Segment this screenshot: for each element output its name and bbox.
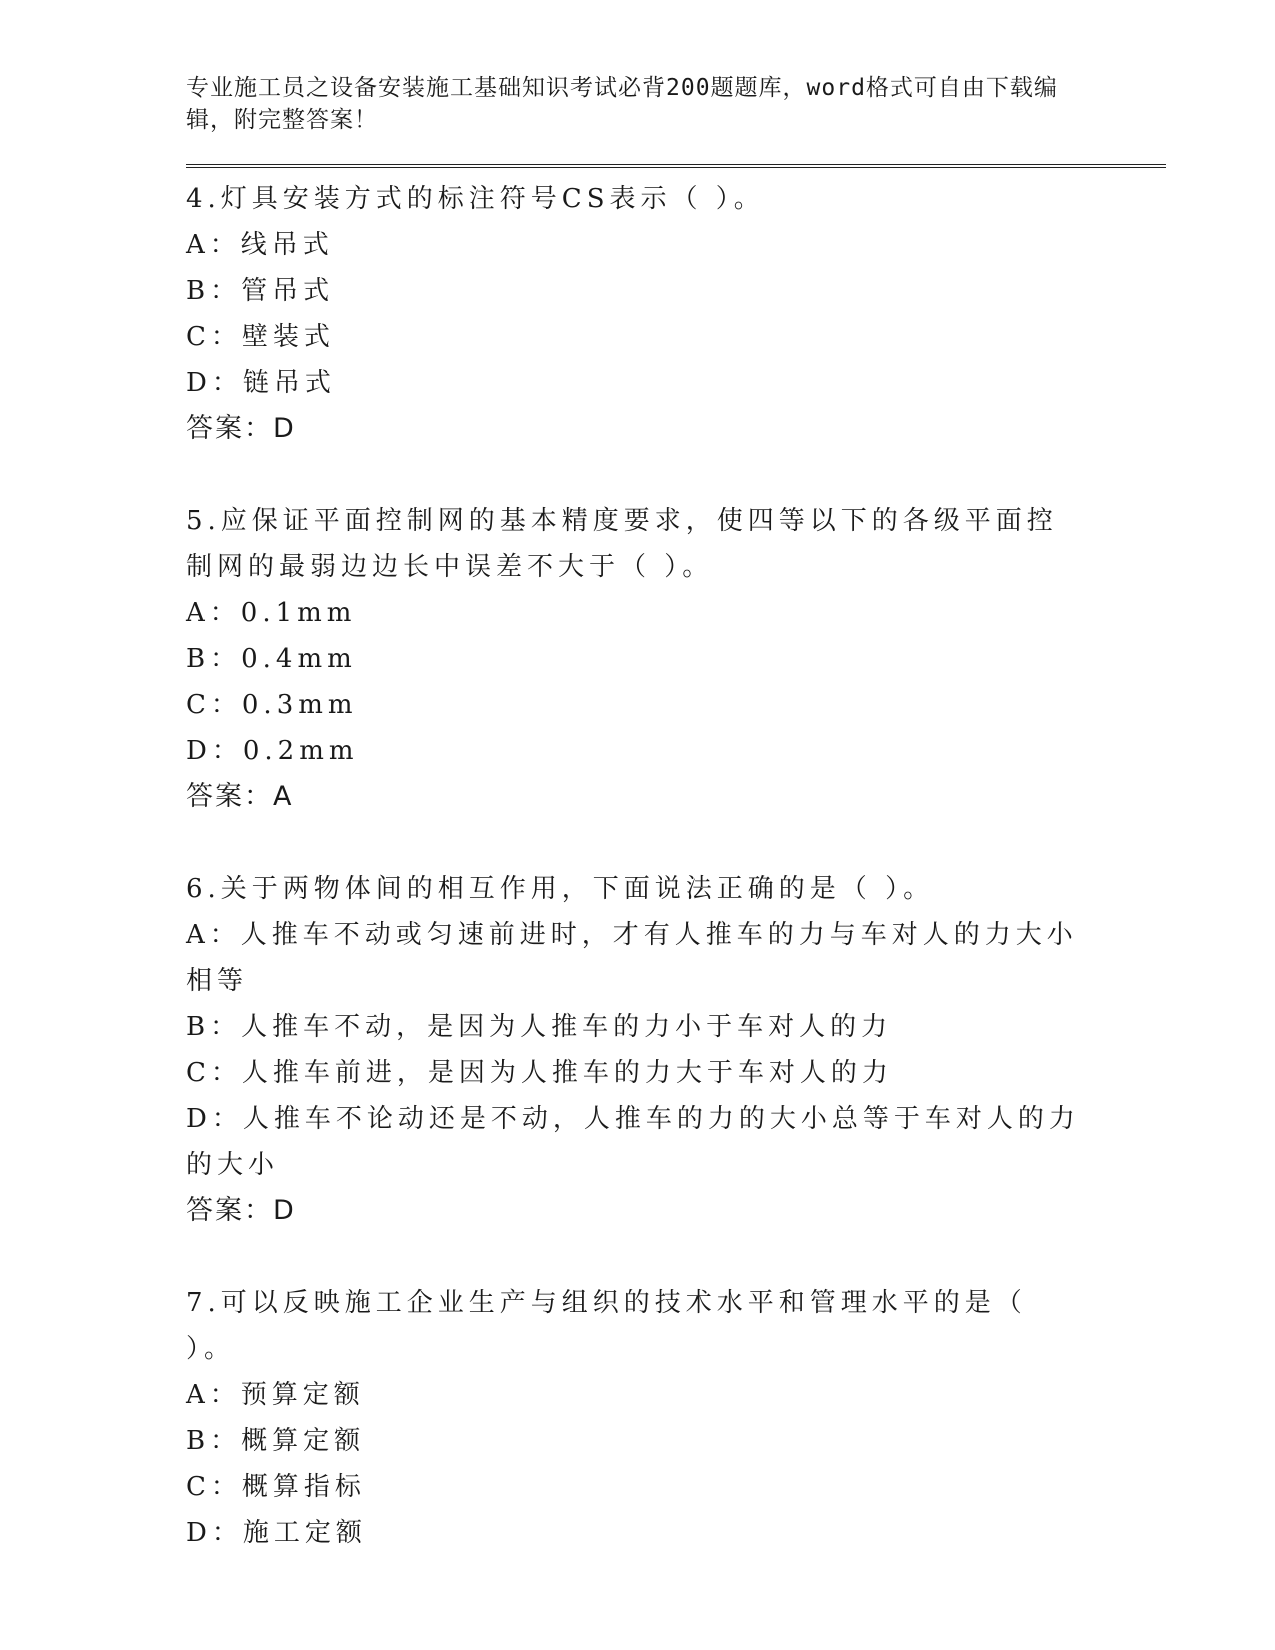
- option-d: D：链吊式: [186, 368, 336, 398]
- header-divider: [186, 164, 1166, 168]
- option-b: B：概算定额: [186, 1426, 366, 1456]
- option-c: C：壁装式: [186, 322, 335, 352]
- document-page: [186, 72, 1166, 1602]
- option-c: C：0.3mm: [186, 690, 358, 720]
- question-stem: 5.应保证平面控制网的基本精度要求，使四等以下的各级平面控制网的最弱边边长中误差不大于（ ）。: [186, 506, 1058, 582]
- option-b: B：0.4mm: [186, 644, 357, 674]
- option-b: B：人推车不动，是因为人推车的力小于车对人的力: [186, 1012, 893, 1042]
- option-c: C：概算指标: [186, 1472, 366, 1502]
- question-5: [186, 498, 1166, 820]
- answer-line: 答案：A: [186, 781, 294, 812]
- option-d: D：0.2mm: [186, 736, 359, 766]
- question-6: [186, 866, 1166, 1234]
- answer-line: 答案：D: [186, 1195, 296, 1226]
- option-c: C：人推车前进，是因为人推车的力大于车对人的力: [186, 1058, 893, 1088]
- question-list: [186, 176, 1166, 1556]
- question-stem: 7.可以反映施工企业生产与组织的技术水平和管理水平的是（ ）。: [186, 1288, 1027, 1364]
- option-a: A：预算定额: [186, 1380, 365, 1410]
- answer-line: 答案：D: [186, 413, 296, 444]
- option-a: A：人推车不动或匀速前进时，才有人推车的力与车对人的力大小相等: [186, 920, 1078, 996]
- question-stem: 4.灯具安装方式的标注符号CS表示（ ）。: [186, 184, 765, 214]
- question-stem: 6.关于两物体间的相互作用，下面说法正确的是（ ）。: [186, 874, 935, 904]
- option-d: D：人推车不论动还是不动，人推车的力的大小总等于车对人的力的大小: [186, 1104, 1080, 1180]
- option-d: D：施工定额: [186, 1518, 367, 1548]
- document-header-title: 专业施工员之设备安装施工基础知识考试必背200题题库，word格式可自由下载编辑，附完整答案！: [186, 75, 1058, 133]
- question-7: [186, 1280, 1166, 1556]
- option-b: B：管吊式: [186, 276, 335, 306]
- option-a: A：0.1mm: [186, 598, 357, 628]
- question-4: [186, 176, 1166, 452]
- option-a: A：线吊式: [186, 230, 334, 260]
